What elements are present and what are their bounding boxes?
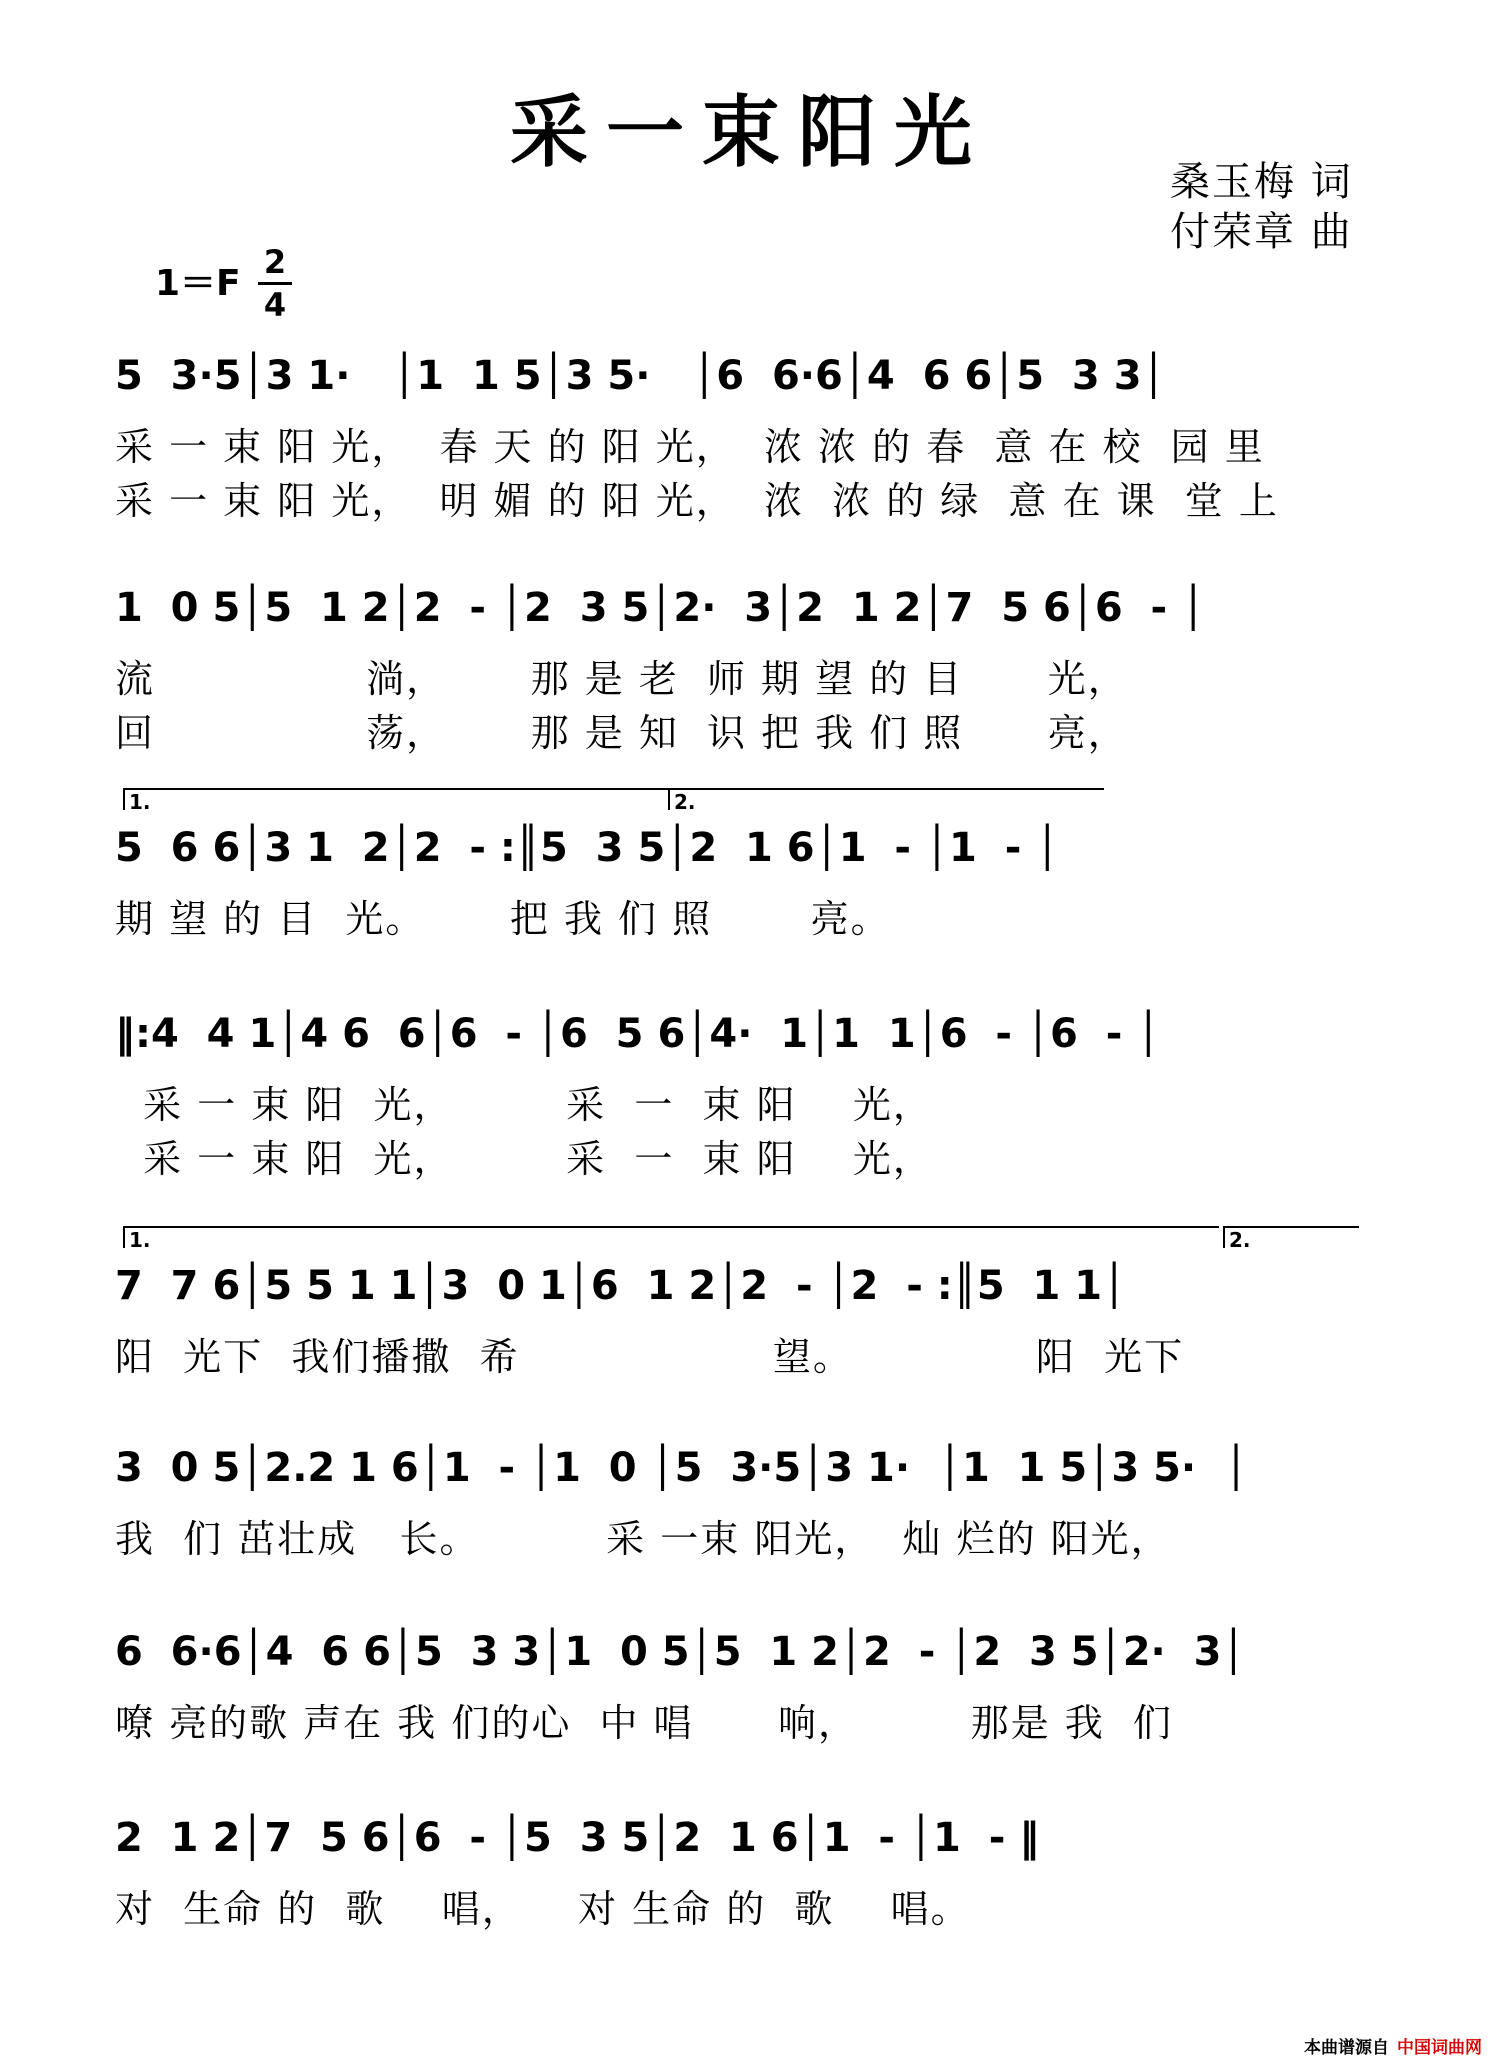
key-signature: 1＝F (155, 263, 241, 304)
source-footer (1304, 2033, 1482, 2058)
lyrics-verse-2: 采 一 束 阳 光， 采 一 束 阳 光， (115, 1137, 933, 1181)
time-denominator: 4 (263, 286, 287, 324)
lyrics-verse-1: 嘹 亮的歌 声在 我 们的心 中 唱 响， 那是 我 们 (115, 1701, 1173, 1745)
lyrics-verse-1: 流 淌， 那 是 老 师 期 望 的 目 光， (115, 657, 1128, 701)
lyrics-verse-1: 对 生命 的 歌 唱， 对 生命 的 歌 唱。 (115, 1887, 971, 1931)
lyrics-verse-1: 期 望 的 目 光。 把 我 们 照 亮。 (115, 897, 891, 941)
composer-credit: 付荣章 曲 (1170, 209, 1353, 255)
site-link[interactable]: 中国词曲网 (1397, 2038, 1482, 2058)
notation-line: 6 6·6│4 6 6│5 3 3│1 0 5│5 1 2│2 - │2 3 5│2· 3│ (115, 1629, 1246, 1675)
lyrics-verse-1: 采 一 束 阳 光， 春 天 的 阳 光， 浓 浓 的 春 意 在 校 园 里 (115, 425, 1265, 469)
lyrics-verse-2: 采 一 束 阳 光， 明 媚 的 阳 光， 浓 浓 的 绿 意 在 课 堂 上 (115, 479, 1279, 523)
notation-line: 5 3·5│3 1· │1 1 5│3 5· │6 6·6│4 6 6│5 3 3│ (115, 353, 1166, 399)
time-numerator: 2 (258, 246, 292, 285)
lyrics-verse-1: 采 一 束 阳 光， 采 一 束 阳 光， (115, 1083, 933, 1127)
lyrics-verse-1: 阳 光下 我们播撒 希 望。 阳 光下 (115, 1335, 1185, 1379)
song-title: 采一束阳光 (509, 87, 990, 178)
notation-line: ‖:4 4 1│4 6 6│6 - │6 5 6│4· 1│1 1│6 - │6 - │ (115, 1011, 1161, 1057)
source-label: 本曲谱源自 (1304, 2038, 1389, 2058)
lyrics-verse-2: 回 荡， 那 是 知 识 把 我 们 照 亮， (115, 711, 1128, 755)
time-signature (258, 243, 292, 324)
second-ending-bracket: 2. (1223, 1226, 1359, 1248)
second-ending-bracket: 2. (668, 788, 1104, 810)
notation-line: 5 6 6│3 1 2│2 - :║5 3 5│2 1 6│1 - │1 - │ (115, 825, 1060, 871)
notation-line: 7 7 6│5 5 1 1│3 0 1│6 1 2│2 - │2 - :║5 1 1│ (115, 1263, 1127, 1309)
notation-line: 1 0 5│5 1 2│2 - │2 3 5│2· 3│2 1 2│7 5 6│6 - │ (115, 585, 1206, 631)
notation-line: 3 0 5│2.2 1 6│1 - │1 0 │5 3·5│3 1· │1 1 5│3 5· │ (115, 1445, 1249, 1491)
lyrics-verse-1: 我 们 茁壮成 长。 采 一束 阳光， 灿 烂的 阳光， (115, 1517, 1171, 1561)
first-ending-bracket: 1. (123, 1226, 1219, 1248)
notation-line: 2 1 2│7 5 6│6 - │5 3 5│2 1 6│1 - │1 - ‖ (115, 1815, 1040, 1861)
lyricist-credit: 桑玉梅 词 (1170, 159, 1353, 205)
first-ending-bracket: 1. (123, 788, 669, 810)
